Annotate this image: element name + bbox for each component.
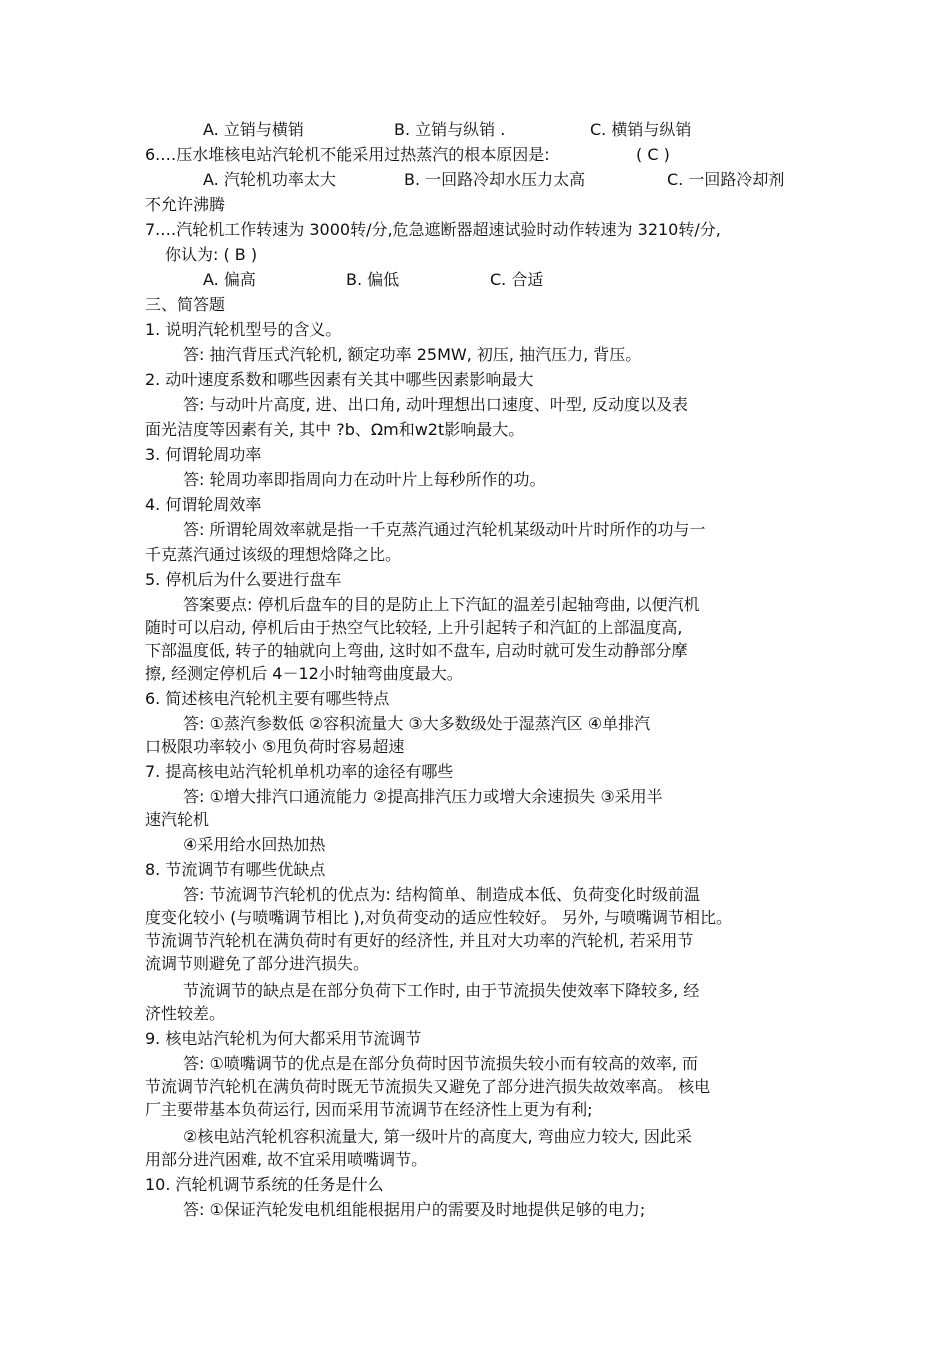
q7-option-b: B. 偏低 (346, 270, 400, 289)
answer-4-line-2: 千克蒸汽通过该级的理想焓降之比。 (145, 545, 402, 564)
question-9: 9. 核电站汽轮机为何大都采用节流调节 (145, 1029, 422, 1048)
q6-option-b: B. 一回路冷却水压力太高 (404, 170, 586, 189)
answer-6-line-1: 答: ①蒸汽参数低 ②容积流量大 ③大多数级处于湿蒸汽区 ④单排汽 (183, 714, 651, 733)
q6-option-a: A. 汽轮机功率太大 (203, 170, 336, 189)
q7-stem-answer: 你认为: ( B ) (165, 245, 258, 264)
q7-option-a: A. 偏高 (203, 270, 256, 289)
answer-8-line-2: 度变化较小 (与喷嘴调节相比 ),对负荷变动的适应性较好。 另外, 与喷嘴调节相比。 (145, 908, 733, 927)
question-7: 7. 提高核电站汽轮机单机功率的途径有哪些 (145, 762, 454, 781)
answer-5-line-3: 下部温度低, 转子的轴就向上弯曲, 这时如不盘车, 启动时就可发生动静部分摩 (145, 641, 688, 660)
question-5: 5. 停机后为什么要进行盘车 (145, 570, 342, 589)
answer-6-line-2: 口极限功率较小 ⑤甩负荷时容易超速 (145, 737, 405, 756)
question-1: 1. 说明汽轮机型号的含义。 (145, 320, 342, 339)
answer-5-line-2: 随时可以启动, 停机后由于热空气比较轻, 上升引起转子和汽缸的上部温度高, (145, 618, 683, 637)
question-4: 4. 何谓轮周效率 (145, 495, 262, 514)
q6-stem: 6.…压水堆核电站汽轮机不能采用过热蒸汽的根本原因是: (145, 145, 550, 164)
answer-8-line-5: 节流调节的缺点是在部分负荷下工作时, 由于节流损失使效率下降较多, 经 (183, 981, 700, 1000)
answer-9-line-1: 答: ①喷嘴调节的优点是在部分负荷时因节流损失较小而有较高的效率, 而 (183, 1054, 698, 1073)
answer-8-line-1: 答: 节流调节汽轮机的优点为: 结构简单、制造成本低、负荷变化时级前温 (183, 885, 700, 904)
q5-option-c: C. 横销与纵销 (590, 120, 692, 139)
answer-7-line-1: 答: ①增大排汽口通流能力 ②提高排汽压力或增大余速损失 ③采用半 (183, 787, 663, 806)
answer-9-line-3: 厂主要带基本负荷运行, 因而采用节流调节在经济性上更为有利; (145, 1100, 593, 1119)
answer-5-line-1: 答案要点: 停机后盘车的目的是防止上下汽缸的温差引起轴弯曲, 以便汽机 (183, 595, 700, 614)
question-3: 3. 何谓轮周功率 (145, 445, 262, 464)
answer-2-line-1: 答: 与动叶片高度, 进、出口角, 动叶理想出口速度、叶型, 反动度以及表 (183, 395, 688, 414)
answer-5-line-4: 擦, 经测定停机后 4－12小时轴弯曲度最大。 (145, 664, 463, 683)
answer-7-line-2: 速汽轮机 (145, 810, 210, 829)
answer-7-line-3: ④采用给水回热加热 (183, 835, 326, 854)
question-10: 10. 汽轮机调节系统的任务是什么 (145, 1175, 384, 1194)
q5-option-a: A. 立销与横销 (203, 120, 304, 139)
answer-3-line-1: 答: 轮周功率即指周向力在动叶片上每秒所作的功。 (183, 470, 546, 489)
answer-9-line-4: ②核电站汽轮机容积流量大, 第一级叶片的高度大, 弯曲应力较大, 因此采 (183, 1127, 692, 1146)
question-6: 6. 简述核电汽轮机主要有哪些特点 (145, 689, 390, 708)
question-2: 2. 动叶速度系数和哪些因素有关其中哪些因素影响最大 (145, 370, 534, 389)
q6-answer: ( C ) (636, 145, 670, 164)
q7-option-c: C. 合适 (490, 270, 544, 289)
section-title: 三、简答题 (145, 295, 226, 314)
answer-8-line-6: 济性较差。 (145, 1004, 226, 1023)
answer-2-line-2: 面光洁度等因素有关, 其中 ?b、Ωm和w2t影响最大。 (145, 420, 525, 439)
q6-option-c-continued: 不允许沸腾 (145, 195, 226, 214)
answer-10-line-1: 答: ①保证汽轮发电机组能根据用户的需要及时地提供足够的电力; (183, 1200, 646, 1219)
answer-9-line-2: 节流调节汽轮机在满负荷时既无节流损失又避免了部分进汽损失故效率高。 核电 (145, 1077, 711, 1096)
answer-9-line-5: 用部分进汽困难, 故不宜采用喷嘴调节。 (145, 1150, 428, 1169)
q6-option-c: C. 一回路冷却剂 (667, 170, 785, 189)
q7-stem: 7.…汽轮机工作转速为 3000转/分,危急遮断器超速试验时动作转速为 3210转/分, (145, 220, 721, 239)
answer-1-line-1: 答: 抽汽背压式汽轮机, 额定功率 25MW, 初压, 抽汽压力, 背压。 (183, 345, 642, 364)
answer-8-line-4: 流调节则避免了部分进汽损失。 (145, 954, 370, 973)
answer-8-line-3: 节流调节汽轮机在满负荷时有更好的经济性, 并且对大功率的汽轮机, 若采用节 (145, 931, 694, 950)
q5-option-b: B. 立销与纵销 . (394, 120, 506, 139)
answer-4-line-1: 答: 所谓轮周效率就是指一千克蒸汽通过汽轮机某级动叶片时所作的功与一 (183, 520, 706, 539)
question-8: 8. 节流调节有哪些优缺点 (145, 860, 326, 879)
